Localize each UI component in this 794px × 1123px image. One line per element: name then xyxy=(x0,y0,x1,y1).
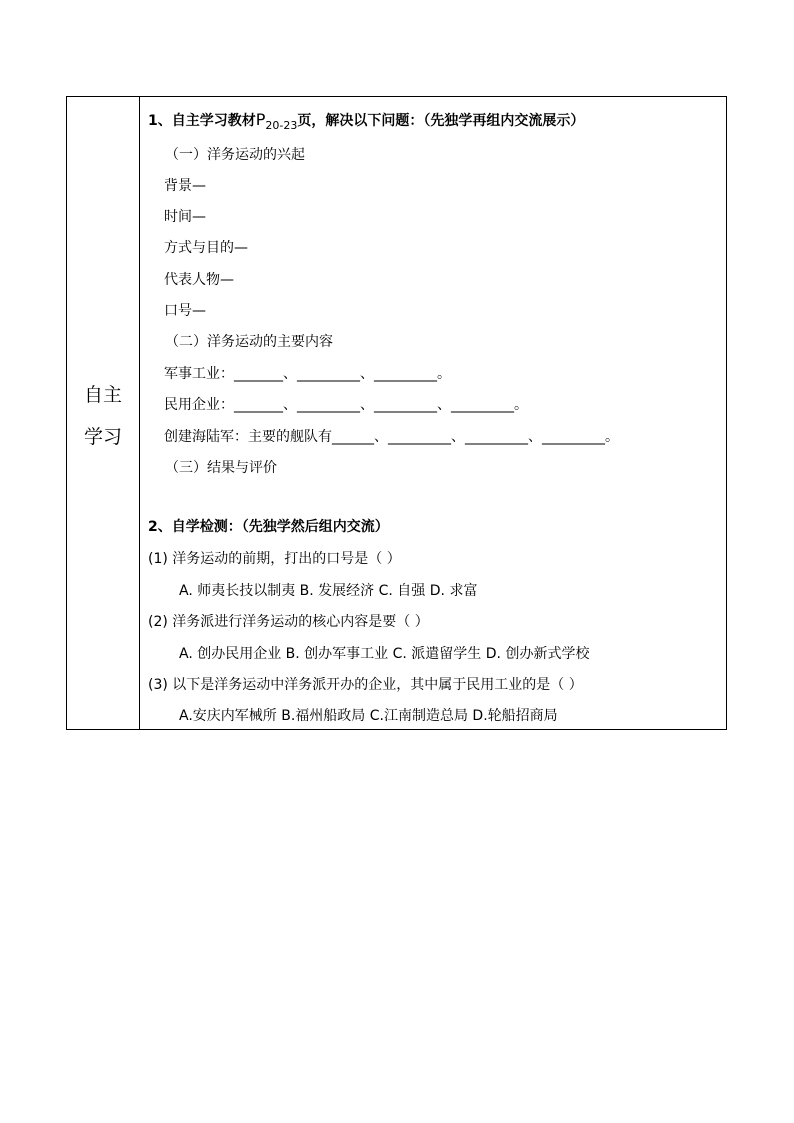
self-study-table xyxy=(66,96,727,730)
task1-suffix: 页，解决以下问题：（先独学再组内交流展示） xyxy=(297,113,585,129)
question-1-stem: (1) 洋务运动的前期，打出的口号是（ ） xyxy=(148,551,401,567)
side-header-line2: 学习 xyxy=(83,426,122,448)
section1-item-slogan: 口号— xyxy=(164,303,206,319)
section1-item-people: 代表人物— xyxy=(164,272,234,288)
section2-civil: 民用企业：_______、_________、_________、_________。 xyxy=(164,397,528,413)
task1-page-letter: P xyxy=(255,110,266,129)
section3-heading: （三）结果与评价 xyxy=(165,460,277,476)
question-3-options: A.安庆内军械所 B.福州船政局 C.江南制造总局 D.轮船招商局 xyxy=(179,708,558,724)
task1-prefix: 1、自主学习教材 xyxy=(148,113,256,129)
section1-heading: （一）洋务运动的兴起 xyxy=(165,147,305,163)
question-1-options: A. 师夷长技以制夷 B. 发展经济 C. 自强 D. 求富 xyxy=(179,583,478,599)
section1-item-time: 时间— xyxy=(164,209,206,225)
question-3-stem: (3) 以下是洋务运动中洋务派开办的企业，其中属于民用工业的是（ ） xyxy=(148,677,583,693)
question-2-stem: (2) 洋务派进行洋务运动的核心内容是要（ ） xyxy=(148,614,429,630)
task1-page-range: 20-23 xyxy=(265,119,298,132)
section2-heading: （二）洋务运动的主要内容 xyxy=(165,334,333,350)
side-header-line1: 自主 xyxy=(83,384,122,406)
section2-military: 军事工业：_______、_________、_________。 xyxy=(164,366,451,382)
column-divider xyxy=(139,97,140,729)
task1-heading xyxy=(148,112,584,131)
task2-heading: 2、自学检测：（先独学然后组内交流） xyxy=(148,519,389,535)
section1-item-method: 方式与目的— xyxy=(164,240,248,256)
section1-item-background: 背景— xyxy=(164,178,206,194)
section2-navy: 创建海陆军：主要的舰队有______、_________、_________、_________。 xyxy=(164,429,619,445)
question-2-options: A. 创办民用企业 B. 创办军事工业 C. 派遣留学生 D. 创办新式学校 xyxy=(179,646,590,662)
